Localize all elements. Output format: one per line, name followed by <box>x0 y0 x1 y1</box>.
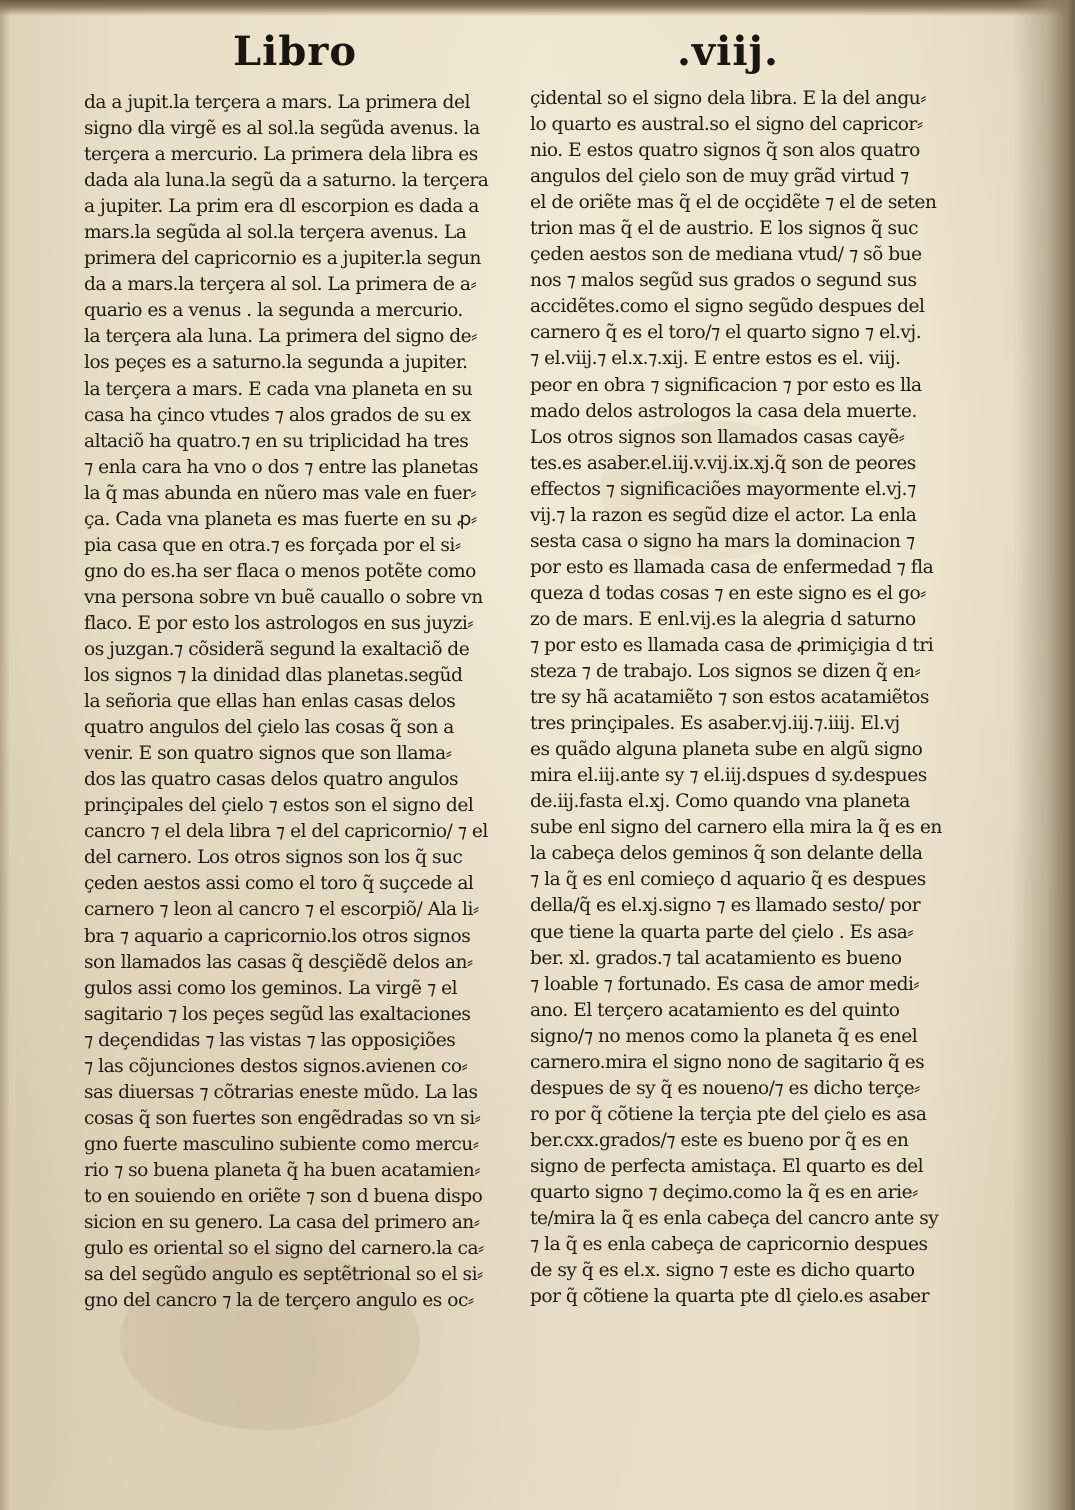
text-line: çidental so el signo dela libra. E la del angu⸗ <box>530 88 926 109</box>
text-line: gulo es oriental so el signo del carnero.la ca⸗ <box>84 1238 484 1260</box>
text-line: Los otros signos son llamados casas cayẽ⸗ <box>530 426 905 448</box>
text-line: cancro ⁊ el dela libra ⁊ el del capricornio/ ⁊ el <box>84 821 488 843</box>
text-line: vij.⁊ la razon es segũd dize el actor. La enla <box>530 504 917 526</box>
text-line: mira el.iij.ante sy ⁊ el.iij.dspues d sy.despues <box>530 765 927 787</box>
text-line: prinçipales del çielo ⁊ estos son el signo del <box>84 795 474 817</box>
text-line: ⁊ loable ⁊ fortunado. Es casa de amor medi⸗ <box>530 973 920 995</box>
text-line: sesta casa o signo ha mars la dominacion ⁊ <box>530 530 915 552</box>
text-line: sicion en su genero. La casa del primero an⸗ <box>84 1212 480 1234</box>
text-line: carnero.mira el signo nono de sagitario q̃ es <box>530 1051 925 1073</box>
text-line: trion mas q̃ el de austrio. E los signos q̃ suc <box>530 218 918 240</box>
text-line: steza ⁊ de trabajo. Los signos se dizen q̃ en⸗ <box>530 661 921 683</box>
text-line: tres prinçipales. Es asaber.vj.iij.⁊.iiij. El.vj <box>530 713 900 735</box>
text-line: del carnero. Los otros signos son los q̃ suc <box>84 847 463 869</box>
text-line: accidẽtes.como el signo segũdo despues del <box>530 296 925 318</box>
text-line: della/q̃ es el.xj.signo ⁊ es llamado sesto/ por <box>530 895 921 917</box>
text-line: rio ⁊ so buena planeta q̃ ha buen acatamien⸗ <box>84 1159 480 1181</box>
text-line: carnero ⁊ leon al cancro ⁊ el escorpiõ/ Ala li⸗ <box>84 899 479 921</box>
text-line: dos las quatro casas delos quatro angulos <box>84 769 459 791</box>
text-line: gno del cancro ⁊ la de terçero angulo es oc⸗ <box>84 1290 474 1312</box>
text-line: da a jupit.la terçera a mars. La primera del <box>84 92 470 113</box>
text-line: to en souiendo en oriẽte ⁊ son d buena dispo <box>84 1185 483 1207</box>
text-line: sas diuersas ⁊ cõtrarias eneste mũdo. La las <box>84 1081 478 1103</box>
text-line: ⁊ la q̃ es enl comieço d aquario q̃ es despues <box>530 869 926 891</box>
page-left-shadow <box>0 0 10 1510</box>
text-line: ber.cxx.grados/⁊ este es bueno por q̃ es en <box>530 1129 909 1151</box>
text-line: a jupiter. La prim era dl escorpion es dada a <box>84 196 479 218</box>
text-line: de.iij.fasta el.xj. Como quando vna planeta <box>530 791 910 813</box>
text-line: la cabeça delos geminos q̃ son delante della <box>530 843 923 865</box>
text-line: os juzgan.⁊ cõsiderã segund la exaltaciõ de <box>84 638 470 660</box>
text-line: casa ha çinco vtudes ⁊ alos grados de su ex <box>84 404 471 426</box>
text-line: la terçera a mars. E cada vna planeta en su <box>84 378 473 400</box>
text-line: los signos ⁊ la dinidad dlas planetas.segũd <box>84 665 463 687</box>
text-line: te/mira la q̃ es enla cabeça del cancro ante sy <box>530 1208 939 1230</box>
text-line: quarto signo ⁊ deçimo.como la q̃ es en arie⸗ <box>530 1181 918 1203</box>
page-right-edge <box>1013 0 1075 1510</box>
text-line: lo quarto es austral.so el signo del capricor⸗ <box>530 114 923 136</box>
text-line: quario es a venus . la segunda a mercurio. <box>84 300 463 322</box>
text-column-left <box>84 90 504 1314</box>
text-line: el de oriẽte mas q̃ el de ocçidẽte ⁊ el de seten <box>530 192 937 214</box>
text-line: nio. E estos quatro signos q̃ son alos quatro <box>530 140 920 162</box>
text-line: signo de perfecta amistaça. El quarto es del <box>530 1155 924 1177</box>
text-line: primera del capricornio es a jupiter.la segun <box>84 248 481 270</box>
text-line: altaciõ ha quatro.⁊ en su triplicidad ha tres <box>84 430 469 452</box>
text-line: mado delos astrologos la casa dela muerte. <box>530 400 917 422</box>
text-line: signo dla virgẽ es al sol.la segũda avenus. la <box>84 118 480 140</box>
text-line: por q̃ cõtiene la quarta pte dl çielo.es asaber <box>530 1286 929 1308</box>
text-line: los peçes es a saturno.la segunda a jupiter. <box>84 352 468 374</box>
text-line: ano. El terçero acatamiento es del quinto <box>530 999 900 1021</box>
text-line: ⁊ la q̃ es enla cabeça de capricornio despues <box>530 1234 928 1256</box>
text-line: ber. xl. grados.⁊ tal acatamiento es bueno <box>530 947 902 969</box>
text-line: la señoria que ellas han enlas casas delos <box>84 691 456 713</box>
text-line: por esto es llamada casa de enfermedad ⁊ fla <box>530 556 934 578</box>
text-line: tes.es asaber.el.iij.v.vij.ix.xj.q̃ son de peores <box>530 452 916 474</box>
text-line: quatro angulos del çielo las cosas q̃ son a <box>84 717 454 739</box>
text-line: vna persona sobre vn buẽ cauallo o sobre vn <box>84 586 483 608</box>
text-line: nos ⁊ malos segũd sus grados o segund sus <box>530 270 917 292</box>
text-line: gulos assi como los geminos. La virgẽ ⁊ el <box>84 977 458 999</box>
text-line: zo de mars. E enl.vij.es la alegria d saturno <box>530 608 916 630</box>
text-line: terçera a mercurio. La primera dela libra es <box>84 144 478 166</box>
text-line: dada ala luna.la segũ da a saturno. la terçera <box>84 170 489 192</box>
text-line: carnero q̃ es el toro/⁊ el quarto signo ⁊ el.vj. <box>530 322 922 344</box>
text-line: çeden aestos assi como el toro q̃ suçcede al <box>84 873 474 895</box>
text-line: mars.la segũda al sol.la terçera avenus. La <box>84 222 467 244</box>
text-line: sagitario ⁊ los peçes segũd las exaltaciones <box>84 1003 471 1025</box>
text-line: pia casa que en otra.⁊ es forçada por el si⸗ <box>84 534 461 556</box>
text-line: tre sy hã acatamiẽto ⁊ son estos acatamiẽtos <box>530 687 929 709</box>
text-line: ro por q̃ cõtiene la terçia pte del çielo es asa <box>530 1103 927 1125</box>
text-line: de sy q̃ es el.x. signo ⁊ este es dicho quarto <box>530 1260 915 1282</box>
text-line: ⁊ deçendidas ⁊ las vistas ⁊ las opposiçiões <box>84 1029 456 1051</box>
text-line: ⁊ enla cara ha vno o dos ⁊ entre las planetas <box>84 456 479 478</box>
text-column-right <box>530 86 950 1310</box>
text-line: ⁊ el.viij.⁊ el.x.⁊.xij. E entre estos es el. viij. <box>530 348 901 370</box>
text-line: venir. E son quatro signos que son llama⸗ <box>84 743 452 765</box>
text-line: la q̃ mas abunda en nũero mas vale en fuer⸗ <box>84 482 477 504</box>
text-line: la terçera ala luna. La primera del signo de⸗ <box>84 326 477 348</box>
text-line: peor en obra ⁊ significacion ⁊ por esto es lla <box>530 374 922 396</box>
text-line: cosas q̃ son fuertes son engẽdradas so vn si⸗ <box>84 1107 481 1129</box>
page-top-edge <box>0 0 1075 16</box>
text-line: despues de sy q̃ es noueno/⁊ es dicho terçe⸗ <box>530 1077 920 1099</box>
text-line: signo/⁊ no menos como la planeta q̃ es enel <box>530 1025 918 1047</box>
text-line: queza d todas cosas ⁊ en este signo es el go⸗ <box>530 582 926 604</box>
running-header-book: Libro <box>233 28 358 75</box>
text-line: son llamados las casas q̃ desçiẽdẽ delos an⸗ <box>84 951 473 973</box>
text-line: da a mars.la terçera al sol. La primera de a⸗ <box>84 274 477 296</box>
text-line: flaco. E por esto los astrologos en sus juyzi⸗ <box>84 612 474 634</box>
text-line: angulos del çielo son de muy grãd virtud ⁊ <box>530 166 909 188</box>
text-line: ça. Cada vna planeta es mas fuerte en su ꝓ⸗ <box>84 508 477 530</box>
text-line: que tiene la quarta parte del çielo . Es asa⸗ <box>530 921 914 943</box>
text-line: effectos ⁊ significaciões mayormente el.vj.⁊ <box>530 478 916 500</box>
text-line: sa del segũdo angulo es septẽtrional so el si⸗ <box>84 1264 483 1286</box>
text-line: es quãdo alguna planeta sube en algũ signo <box>530 739 923 761</box>
folio-number: .viij. <box>677 28 779 75</box>
text-line: ⁊ las cõjunciones destos signos.avienen co⸗ <box>84 1055 468 1077</box>
text-line: bra ⁊ aquario a capricornio.los otros signos <box>84 925 471 947</box>
text-line: sube enl signo del carnero ella mira la q̃ es en <box>530 817 942 839</box>
text-line: gno fuerte masculino subiente como mercu⸗ <box>84 1133 479 1155</box>
text-line: gno do es.ha ser flaca o menos potẽte como <box>84 560 476 582</box>
text-line: çeden aestos son de mediana vtud/ ⁊ sõ bue <box>530 244 922 266</box>
text-line: ⁊ por esto es llamada casa de ꝓrimiçigia d tri <box>530 634 934 656</box>
